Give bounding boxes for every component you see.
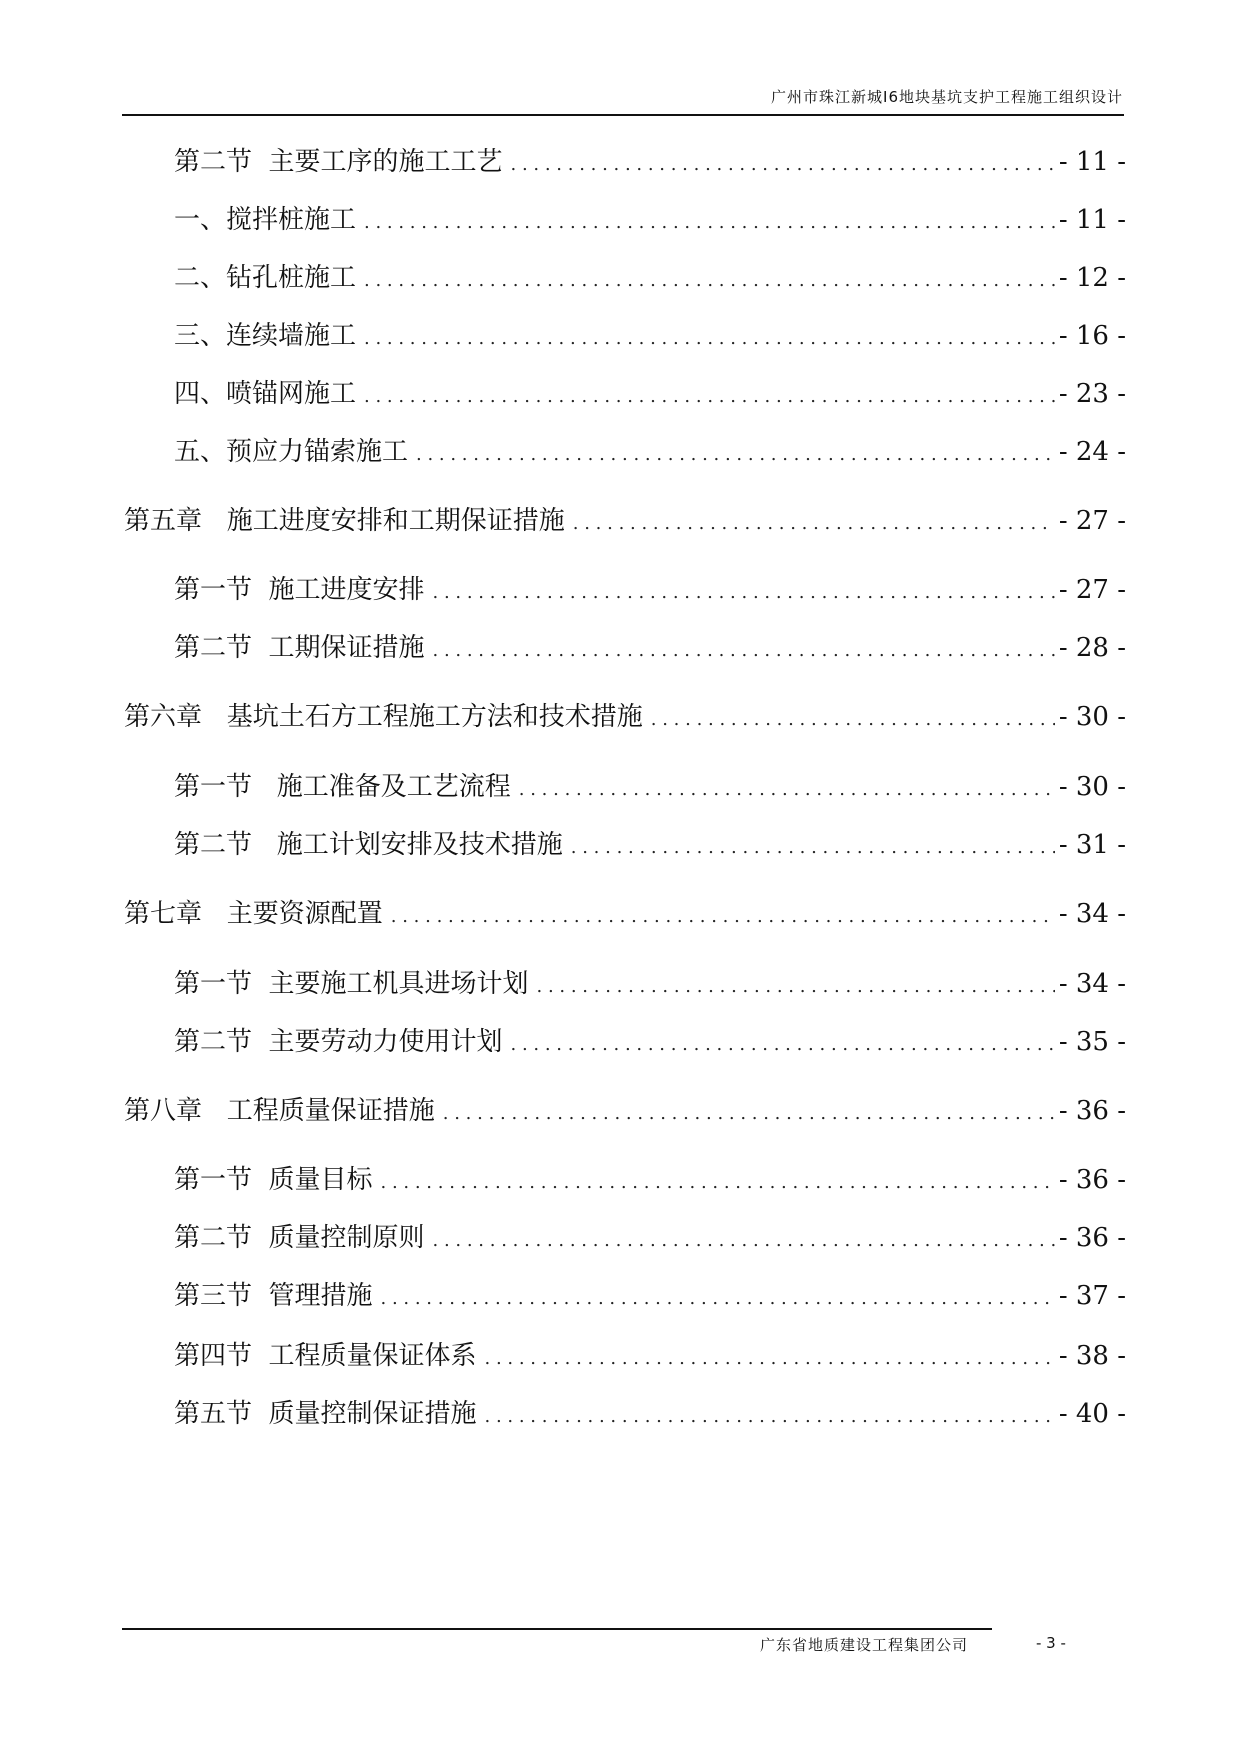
toc-chapter-entry[interactable] xyxy=(124,501,1126,541)
toc-entry-label: 第一节 主要施工机具进场计划 xyxy=(174,969,529,999)
toc-section-entry[interactable] xyxy=(174,1022,1126,1062)
toc-entry-page-number: - 34 - xyxy=(1058,969,1126,999)
toc-section-entry[interactable] xyxy=(174,825,1126,865)
toc-entry-label: 第二节 质量控制原则 xyxy=(174,1223,425,1253)
toc-section-entry[interactable] xyxy=(174,964,1126,1004)
toc-entry-page-number: - 27 - xyxy=(1058,506,1126,536)
toc-entry-page-number: - 36 - xyxy=(1058,1223,1126,1253)
toc-entry-label: 第二节 工期保证措施 xyxy=(174,633,425,663)
toc-entry-label: 第一节 施工准备及工艺流程 xyxy=(174,772,511,802)
toc-entry-page-number: - 40 - xyxy=(1058,1399,1126,1429)
toc-dot-leader xyxy=(364,319,1055,359)
toc-chapter-entry[interactable] xyxy=(124,697,1126,737)
toc-section-entry[interactable] xyxy=(174,1394,1126,1434)
toc-entry-label: 三、连续墙施工 xyxy=(174,321,357,351)
toc-dot-leader xyxy=(571,828,1055,868)
toc-entry-page-number: - 37 - xyxy=(1058,1281,1126,1311)
toc-dot-leader xyxy=(364,377,1055,417)
toc-entry-label: 第八章 工程质量保证措施 xyxy=(124,1096,435,1126)
toc-dot-leader xyxy=(381,1163,1055,1203)
toc-entry-page-number: - 27 - xyxy=(1058,575,1126,605)
toc-dot-leader xyxy=(485,1339,1055,1379)
toc-entry-label: 第三节 管理措施 xyxy=(174,1281,373,1311)
toc-dot-leader xyxy=(511,1025,1055,1065)
toc-dot-leader xyxy=(364,261,1055,301)
toc-entry-page-number: - 31 - xyxy=(1058,830,1126,860)
toc-entry-page-number: - 35 - xyxy=(1058,1027,1126,1057)
toc-entry-page-number: - 24 - xyxy=(1058,437,1126,467)
toc-dot-leader xyxy=(519,770,1055,810)
toc-entry-page-number: - 36 - xyxy=(1058,1165,1126,1195)
toc-dot-leader xyxy=(443,1094,1055,1134)
toc-entry-label: 第一节 施工进度安排 xyxy=(174,575,425,605)
toc-entry-label: 第一节 质量目标 xyxy=(174,1165,373,1195)
toc-section-entry[interactable] xyxy=(174,200,1126,240)
toc-entry-page-number: - 30 - xyxy=(1058,772,1126,802)
toc-section-entry[interactable] xyxy=(174,258,1126,298)
toc-entry-page-number: - 11 - xyxy=(1058,205,1126,235)
toc-entry-label: 第二节 主要劳动力使用计划 xyxy=(174,1027,503,1057)
toc-entry-label: 二、钻孔桩施工 xyxy=(174,263,357,293)
toc-section-entry[interactable] xyxy=(174,142,1126,182)
toc-dot-leader xyxy=(364,203,1055,243)
toc-section-entry[interactable] xyxy=(174,316,1126,356)
toc-section-entry[interactable] xyxy=(174,767,1126,807)
toc-section-entry[interactable] xyxy=(174,1160,1126,1200)
toc-dot-leader xyxy=(391,897,1055,937)
toc-entry-label: 第七章 主要资源配置 xyxy=(124,899,383,929)
toc-entry-label: 一、搅拌桩施工 xyxy=(174,205,357,235)
toc-section-entry[interactable] xyxy=(174,432,1126,472)
toc-entry-page-number: - 16 - xyxy=(1058,321,1126,351)
toc-dot-leader xyxy=(433,573,1055,613)
toc-dot-leader xyxy=(416,435,1055,475)
toc-entry-page-number: - 34 - xyxy=(1058,899,1126,929)
toc-dot-leader xyxy=(511,145,1055,185)
toc-entry-label: 第四节 工程质量保证体系 xyxy=(174,1341,477,1371)
toc-dot-leader xyxy=(573,504,1055,544)
toc-dot-leader xyxy=(537,967,1055,1007)
toc-section-entry[interactable] xyxy=(174,628,1126,668)
toc-entry-label: 第二节 施工计划安排及技术措施 xyxy=(174,830,563,860)
toc-section-entry[interactable] xyxy=(174,570,1126,610)
toc-section-entry[interactable] xyxy=(174,1276,1126,1316)
footer-company: 广东省地质建设工程集团公司 xyxy=(760,1636,969,1654)
toc-dot-leader xyxy=(651,700,1055,740)
toc-chapter-entry[interactable] xyxy=(124,1091,1126,1131)
toc-entry-page-number: - 38 - xyxy=(1058,1341,1126,1371)
toc-entry-label: 第二节 主要工序的施工工艺 xyxy=(174,147,503,177)
toc-entry-label: 第五节 质量控制保证措施 xyxy=(174,1399,477,1429)
toc-section-entry[interactable] xyxy=(174,374,1126,414)
toc-entry-page-number: - 28 - xyxy=(1058,633,1126,663)
toc-section-entry[interactable] xyxy=(174,1336,1126,1376)
toc-section-entry[interactable] xyxy=(174,1218,1126,1258)
footer-page-number: - 3 - xyxy=(1036,1634,1066,1652)
toc-dot-leader xyxy=(485,1397,1055,1437)
toc-entry-page-number: - 12 - xyxy=(1058,263,1126,293)
toc-entry-label: 四、喷锚网施工 xyxy=(174,379,357,409)
toc-entry-label: 五、预应力锚索施工 xyxy=(174,437,409,467)
footer-rule xyxy=(122,1628,992,1630)
toc-dot-leader xyxy=(433,631,1055,671)
page-header-title: 广州市珠江新城I6地块基坑支护工程施工组织设计 xyxy=(771,88,1123,106)
toc-dot-leader xyxy=(433,1221,1055,1261)
toc-dot-leader xyxy=(381,1279,1055,1319)
toc-chapter-entry[interactable] xyxy=(124,894,1126,934)
toc-entry-page-number: - 36 - xyxy=(1058,1096,1126,1126)
toc-entry-page-number: - 23 - xyxy=(1058,379,1126,409)
toc-entry-page-number: - 30 - xyxy=(1058,702,1126,732)
toc-entry-label: 第六章 基坑土石方工程施工方法和技术措施 xyxy=(124,702,643,732)
toc-entry-page-number: - 11 - xyxy=(1058,147,1126,177)
toc-entry-label: 第五章 施工进度安排和工期保证措施 xyxy=(124,506,565,536)
